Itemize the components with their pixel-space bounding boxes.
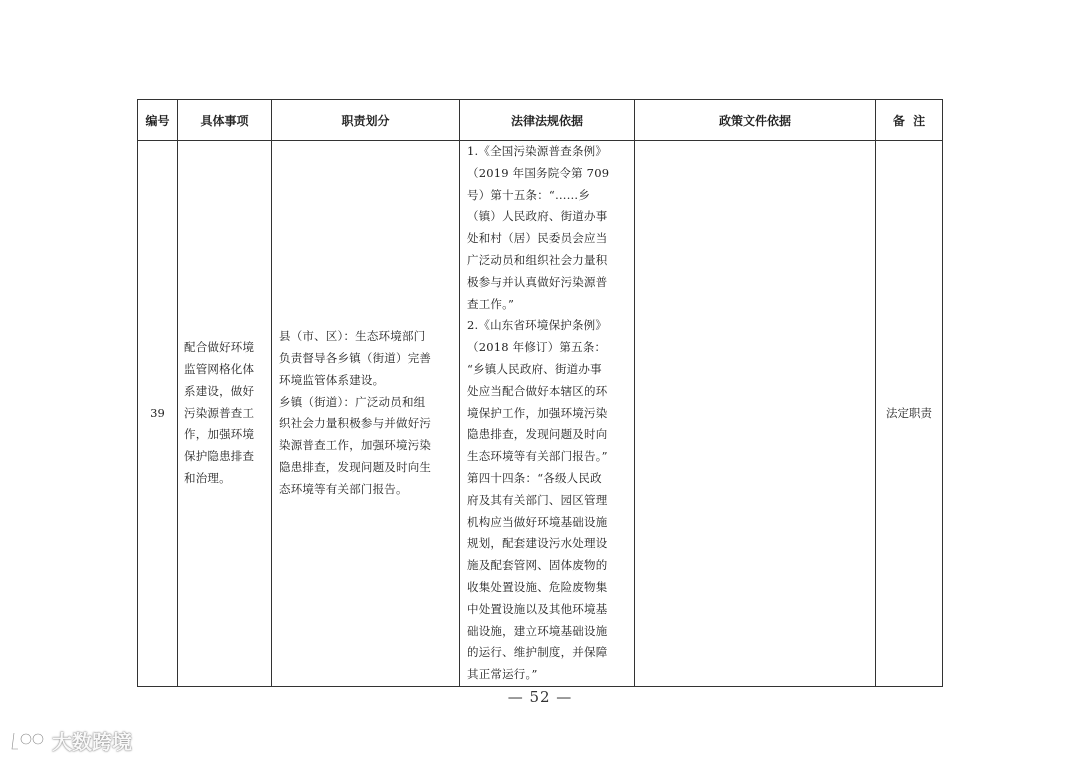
watermark xyxy=(8,726,132,755)
note-text: 法定职责 xyxy=(886,406,932,421)
cell-policy xyxy=(635,141,876,687)
header-item: 具体事项 xyxy=(178,100,272,141)
brand-logo-icon xyxy=(8,729,48,753)
header-law: 法律法规依据 xyxy=(460,100,635,141)
row-number: 39 xyxy=(150,406,165,421)
cell-item xyxy=(178,141,272,687)
responsibility-table xyxy=(137,99,943,687)
cell-law xyxy=(460,141,635,687)
page-number: — 52 — xyxy=(507,688,573,706)
header-note: 备 注 xyxy=(876,100,943,141)
duty-text: 县（市、区）：生态环境部门 负责督导各乡镇（街道）完善 环境监管体系建设。 乡镇（街道）：广泛动员和组 织社会力量积极参与并做好污 染源普查工作，加强环境污染 隐患排查，发现问题及时向生 态环境等有关部门报告。 xyxy=(279,329,432,496)
table-row xyxy=(138,141,943,687)
cell-duty xyxy=(272,141,460,687)
watermark-text: 大数跨境 xyxy=(52,730,132,754)
header-num: 编号 xyxy=(138,100,178,141)
header-policy: 政策文件依据 xyxy=(635,100,876,141)
header-duty: 职责划分 xyxy=(272,100,460,141)
table-header-row xyxy=(138,100,943,141)
law-text: 1.《全国污染源普查条例》 （2019 年国务院令第 709 号）第十五条：“……乡 （镇）人民政府、街道办事 处和村（居）民委员会应当 广泛动员和组织社会力量积 极参与并认真做好污染源普 查工作。” 2.《山东省环境保护条例》 （2018 年修订）第五条： “乡镇人民政府、街道办事 处应当配合做好本辖区的环 境保护工作，加强环境污染 隐患排查，发现问题及时向 生态环境等有关部门报告。” 第四十四条：“各级人民政 府及其有关部门、园区管理 机构应当做好环境基础设施 规划，配套建设污水处理设 施及配套管网、固体废物的 收集处置设施、危险废物集 中处置设施以及其他环境基 础设施，建立环境基础设施 的运行、维护制度，并保障 其正常运行。” xyxy=(467,144,610,682)
item-text: 配合做好环境 监管网格化体 系建设，做好 污染源普查工 作，加强环境 保护隐患排查 和治理。 xyxy=(184,340,255,485)
cell-note xyxy=(876,141,943,687)
cell-num xyxy=(138,141,178,687)
